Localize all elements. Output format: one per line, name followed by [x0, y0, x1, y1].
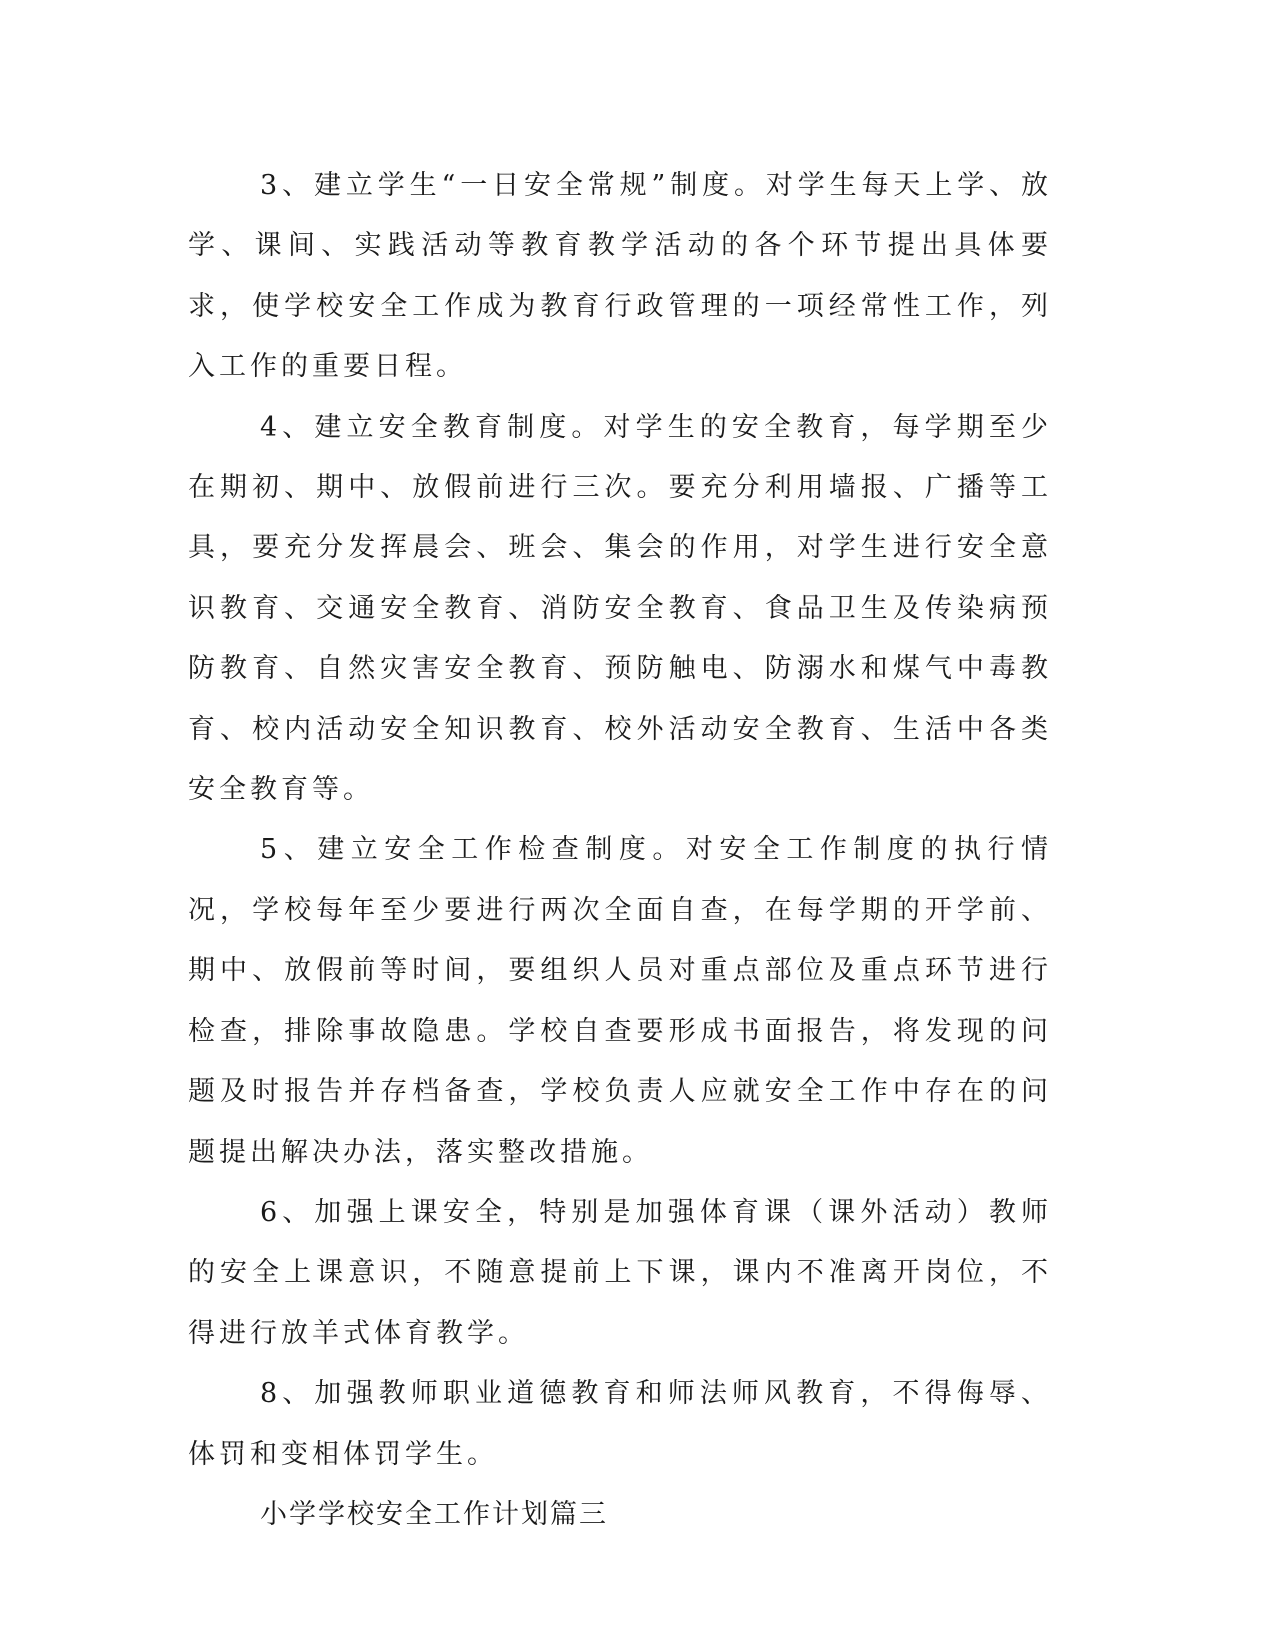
paragraph-item-6: 6、加强上课安全，特别是加强体育课（课外活动）教师的安全上课意识，不随意提前上下课，课内不准离开岗位，不得进行放羊式体育教学。 [188, 1196, 1052, 1349]
paragraph-item-3: 3、建立学生“一日安全常规”制度。对学生每天上学、放学、课间、实践活动等教育教学活动的各个环节提出具体要求，使学校安全工作成为教育行政管理的一项经常性工作，列入工作的重要日程。 [188, 170, 1052, 383]
section-heading: 小学学校安全工作计划篇三 [260, 1498, 608, 1530]
paragraph-item-8: 8、加强教师职业道德教育和师法师风教育，不得侮辱、体罚和变相体罚学生。 [188, 1378, 1052, 1470]
paragraph-item-5: 5、建立安全工作检查制度。对安全工作制度的执行情况，学校每年至少要进行两次全面自查，在每学期的开学前、期中、放假前等时间，要组织人员对重点部位及重点环节进行检查，排除事故隐患。学校自查要形成书面报告，将发现的问题及时报告并存档备查，学校负责人应就安全工作中存在的问题提出解决办法，落实整改措施。 [188, 834, 1052, 1168]
paragraph-item-4: 4、建立安全教育制度。对学生的安全教育，每学期至少在期初、期中、放假前进行三次。要充分利用墙报、广播等工具，要充分发挥晨会、班会、集会的作用，对学生进行安全意识教育、交通安全教育、消防安全教育、食品卫生及传染病预防教育、自然灾害安全教育、预防触电、防溺水和煤气中毒教育、校内活动安全知识教育、校外活动安全教育、生活中各类安全教育等。 [188, 411, 1052, 806]
document-body [188, 156, 1052, 1545]
